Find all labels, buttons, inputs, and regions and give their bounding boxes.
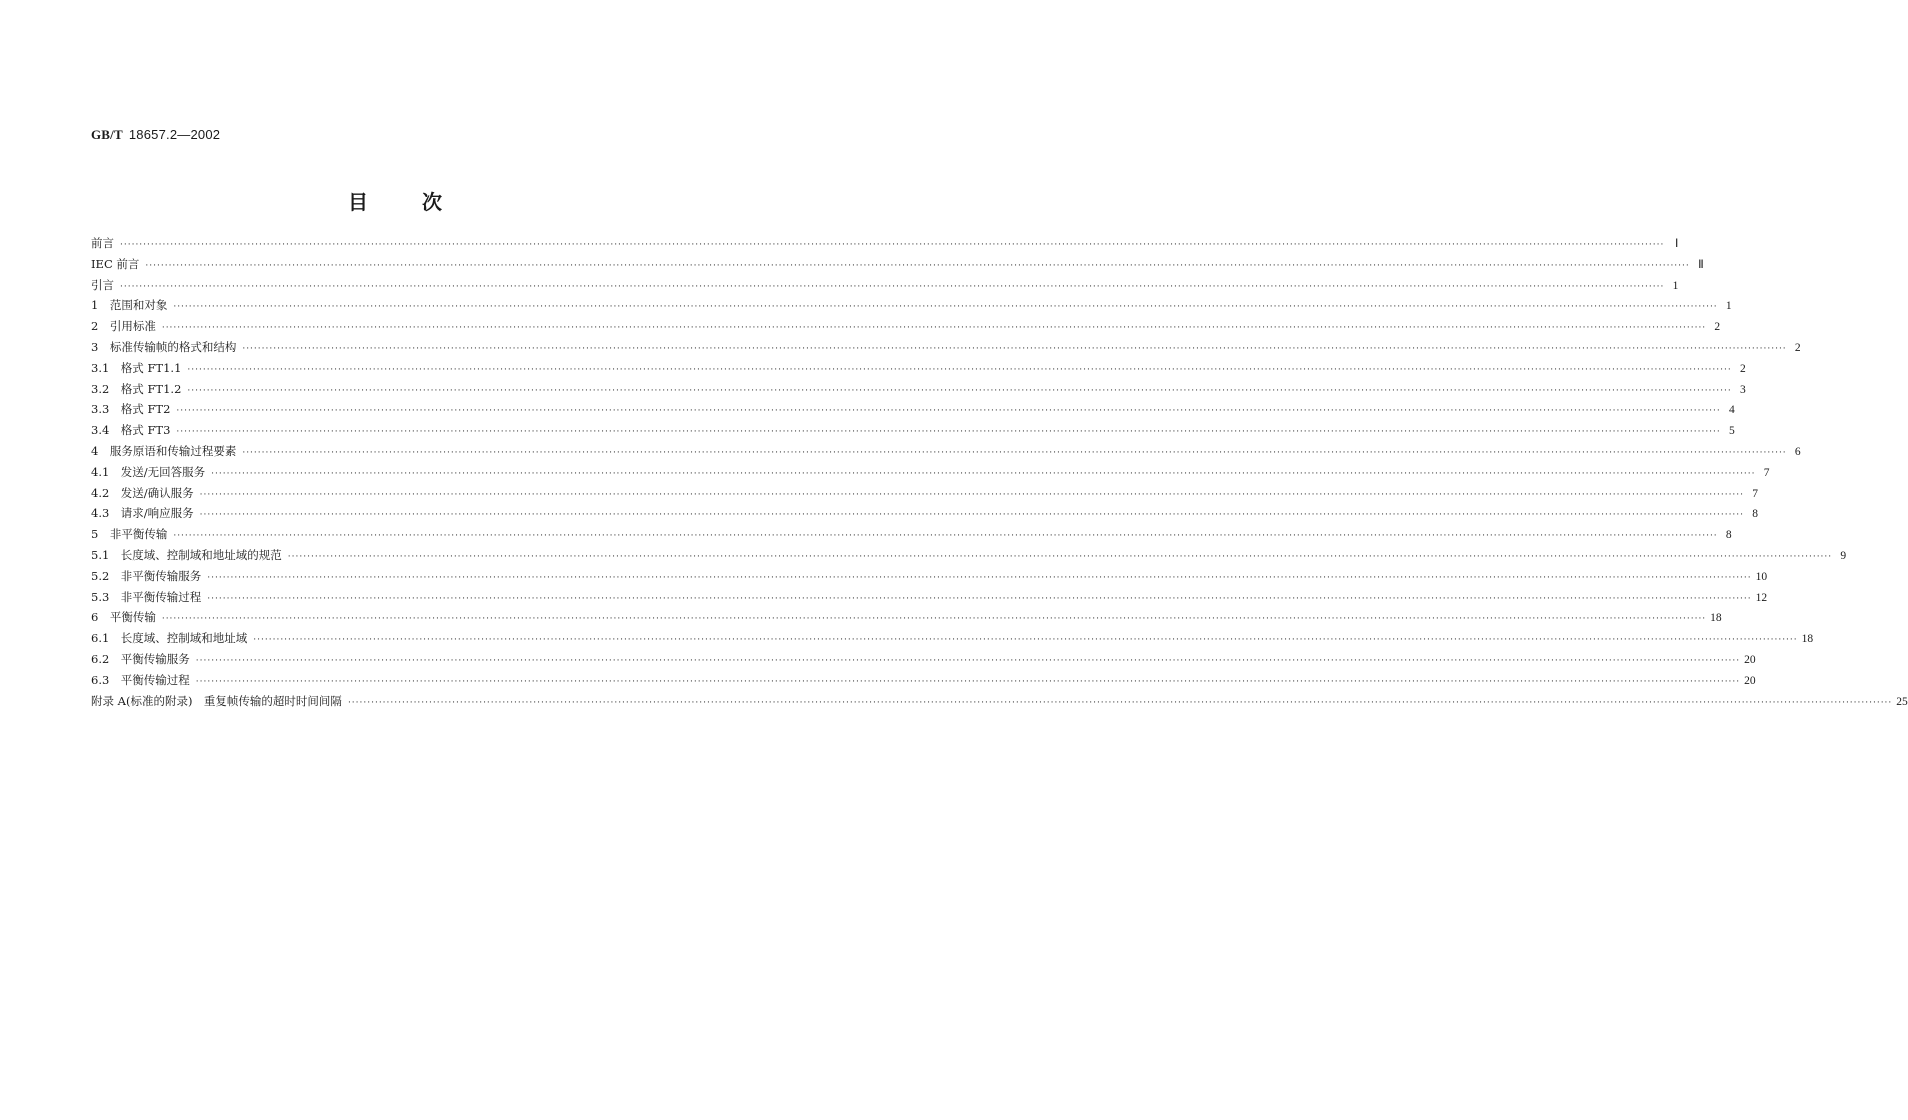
toc-entry-page-number: 1	[1725, 300, 1732, 313]
dot-leader: ················································································································································································································································································································································································································	[242, 343, 1787, 354]
toc-entry-label: 前言	[91, 236, 114, 250]
page-title	[0, 186, 792, 215]
toc-entry[interactable]	[91, 651, 1756, 672]
toc-entry-label: 5 非平衡传输	[91, 527, 168, 542]
title-char-left: 目	[348, 190, 370, 214]
toc-entry[interactable]	[91, 381, 1746, 402]
toc-entry-page-number: Ⅰ	[1674, 238, 1679, 250]
toc-entry-label: 5.2 非平衡传输服务	[91, 568, 202, 583]
toc-entry[interactable]	[91, 672, 1756, 693]
dot-leader: ················································································································································································································································································································································································································	[120, 281, 1665, 292]
toc-entry-label: 5.3 非平衡传输过程	[91, 589, 202, 604]
dot-leader: ················································································································································································································································································································································································································	[176, 427, 1721, 438]
table-of-contents	[91, 235, 1908, 713]
toc-entry[interactable]	[91, 401, 1735, 422]
title-char-right: 次	[422, 190, 444, 214]
toc-entry[interactable]	[91, 505, 1759, 526]
dot-leader: ················································································································································································································································································································································································································	[199, 489, 1745, 500]
toc-entry-label: 4.1 发送/无回答服务	[91, 464, 206, 479]
toc-entry-label: IEC 前言	[91, 256, 140, 271]
toc-entry-page-number: 2	[1739, 362, 1746, 375]
toc-entry[interactable]	[91, 526, 1732, 547]
dot-leader: ················································································································································································································································································································································································································	[173, 302, 1718, 313]
dot-leader: ················································································································································································································································································································································································································	[187, 364, 1732, 375]
toc-entry-page-number: 7	[1763, 466, 1770, 479]
dot-leader: ················································································································································································································································································································································································································	[195, 676, 1741, 687]
toc-entry[interactable]	[91, 693, 1908, 714]
toc-entry-label: 2 引用标准	[91, 319, 156, 334]
dot-leader: ················································································································································································································································································································································································································	[195, 655, 1741, 666]
toc-entry-label: 3.1 格式 FT1.1	[91, 360, 182, 375]
toc-entry-label: 3.4 格式 FT3	[91, 423, 171, 438]
dot-leader: ················································································································································································································································································································································································································	[176, 406, 1721, 417]
toc-entry-label: 5.1 长度域、控制域和地址域的规范	[91, 547, 282, 562]
toc-entry-page-number: 12	[1755, 591, 1768, 604]
toc-entry[interactable]	[91, 547, 1847, 568]
toc-entry-page-number: 10	[1755, 570, 1768, 583]
toc-entry[interactable]	[91, 609, 1722, 630]
toc-entry-page-number: 8	[1752, 508, 1759, 521]
toc-entry-label: 4 服务原语和传输过程要素	[91, 443, 237, 458]
dot-leader: ················································································································································································································································································································································································································	[145, 260, 1690, 271]
toc-entry[interactable]	[91, 422, 1735, 443]
toc-entry[interactable]	[91, 235, 1679, 256]
toc-entry-page-number: 18	[1710, 612, 1722, 625]
toc-entry[interactable]	[91, 464, 1770, 485]
dot-leader: ················································································································································································································································································································································································································	[199, 510, 1745, 521]
toc-entry-label: 引言	[91, 277, 114, 292]
dot-leader: ················································································································································································································································································································································································································	[347, 697, 1893, 708]
dot-leader: ················································································································································································································································································································································································································	[242, 447, 1787, 458]
standard-prefix: GB/T	[91, 127, 123, 142]
toc-entry-label: 4.3 请求/响应服务	[91, 506, 194, 521]
toc-entry-label: 6.3 平衡传输过程	[91, 672, 190, 687]
toc-entry-label: 3.2 格式 FT1.2	[91, 381, 182, 396]
toc-entry-label: 附录 A(标准的附录) 重复帧传输的超时时间间隔	[91, 693, 342, 708]
toc-entry-label: 1 范围和对象	[91, 298, 168, 313]
toc-entry[interactable]	[91, 568, 1768, 589]
toc-entry-page-number: 4	[1729, 404, 1735, 417]
toc-entry-label: 3 标准传输帧的格式和结构	[91, 339, 237, 354]
dot-leader: ················································································································································································································································································································································································································	[161, 323, 1707, 334]
toc-entry-page-number: 3	[1739, 383, 1746, 396]
toc-entry-page-number: 20	[1744, 674, 1756, 687]
document-header	[91, 127, 220, 143]
toc-entry-page-number: 5	[1729, 425, 1735, 438]
toc-entry[interactable]	[91, 360, 1746, 381]
toc-entry[interactable]	[91, 318, 1721, 339]
toc-entry-label: 6 平衡传输	[91, 610, 156, 625]
standard-number: 18657.2—2002	[128, 127, 221, 142]
dot-leader: ················································································································································································································································································································································································································	[120, 240, 1665, 250]
dot-leader: ················································································································································································································································································································································································································	[161, 614, 1707, 625]
toc-entry-page-number: 25	[1896, 695, 1908, 708]
toc-entry[interactable]	[91, 443, 1801, 464]
dot-leader: ················································································································································································································································································································································································································	[253, 635, 1798, 646]
toc-entry-label: 4.2 发送/确认服务	[91, 485, 194, 500]
toc-entry-page-number: 1	[1672, 279, 1679, 292]
toc-entry[interactable]	[91, 485, 1759, 506]
toc-entry-page-number: 7	[1752, 487, 1759, 500]
dot-leader: ················································································································································································································································································································································································································	[187, 385, 1732, 396]
toc-entry[interactable]	[91, 339, 1801, 360]
toc-entry[interactable]	[91, 256, 1704, 277]
dot-leader: ················································································································································································································································································································································································································	[211, 468, 1756, 479]
toc-entry-page-number: 2	[1794, 341, 1801, 354]
dot-leader: ················································································································································································································································································································································································································	[287, 551, 1833, 562]
toc-entry-page-number: 20	[1744, 653, 1756, 666]
dot-leader: ················································································································································································································································································································································································································	[173, 531, 1718, 542]
toc-entry-label: 6.2 平衡传输服务	[91, 651, 190, 666]
toc-entry-page-number: Ⅱ	[1698, 258, 1704, 271]
toc-entry[interactable]	[91, 277, 1679, 298]
toc-entry[interactable]	[91, 589, 1768, 610]
toc-entry-page-number: 8	[1725, 529, 1732, 542]
toc-entry-label: 3.3 格式 FT2	[91, 402, 171, 417]
toc-entry-label: 6.1 长度域、控制域和地址域	[91, 631, 248, 646]
dot-leader: ················································································································································································································································································································································································································	[207, 593, 1752, 604]
toc-entry-page-number: 2	[1714, 321, 1721, 334]
toc-entry-page-number: 18	[1801, 633, 1814, 646]
dot-leader: ················································································································································································································································································································································································································	[207, 572, 1752, 583]
toc-entry[interactable]	[91, 297, 1732, 318]
toc-entry[interactable]	[91, 630, 1814, 651]
toc-entry-page-number: 9	[1840, 549, 1847, 562]
toc-entry-page-number: 6	[1794, 445, 1801, 458]
